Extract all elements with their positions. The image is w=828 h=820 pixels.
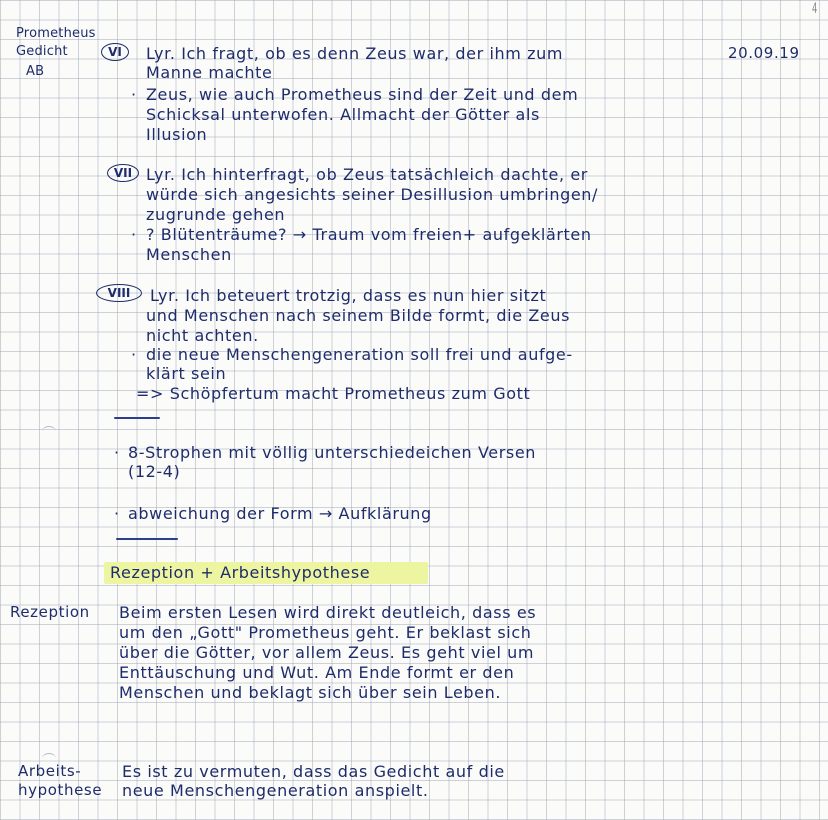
section-heading: Rezeption + Arbeitshypothese [104,562,428,584]
rezeption-line-3: über die Götter, vor allem Zeus. Es geht viel um [119,643,535,662]
stanza-7-line-2: würde sich angesichts seiner Desillusion umbringen/ [146,185,598,204]
hypothese-line-1: Es ist zu vermuten, dass das Gedicht auf die [122,762,505,781]
date-label: 20.09.19 [728,44,800,62]
margin-topic-ab: AB [26,64,45,79]
bullet-dot-icon: · [131,345,137,364]
form-note-1-line-2: (12-4) [128,462,181,481]
margin-label-hypothese: hypothese [18,781,103,799]
stanza-numeral-6: VI [101,43,129,61]
margin-topic-gedicht: Gedicht [16,44,68,59]
margin-topic-prometheus: Prometheus [16,26,96,41]
form-note-1-line-1: 8-Strophen mit völlig unterschiedeichen Versen [128,443,537,462]
bullet-dot-icon: · [131,85,137,104]
stanza-8-line-2: und Menschen nach seinem Bilde formt, die Zeus [146,306,571,325]
hypothese-line-2: neue Menschengeneration anspielt. [122,781,429,800]
form-note-2: abweichung der Form → Aufklärung [128,504,432,523]
stanza-numeral-8: VIII [96,284,142,302]
stanza-7-line-3: zugrunde gehen [146,205,286,224]
bullet-dot-icon: · [114,504,120,523]
stanza-7-line-1: Lyr. Ich hinterfragt, ob Zeus tatsächleich dachte, er [146,165,588,184]
divider-line [114,417,160,419]
bullet-dot-icon: · [131,225,137,244]
margin-label-arbeits: Arbeits- [18,762,82,780]
stanza-6-bullet-line-3: Illusion [146,125,208,144]
stanza-8-line-1: Lyr. Ich beteuert trotzig, dass es nun hier sitzt [150,286,547,305]
rezeption-line-1: Beim ersten Lesen wird direkt deutleich, dass es [119,603,537,622]
divider-line [116,538,178,540]
stanza-8-line-3: nicht achten. [146,326,259,345]
rezeption-line-4: Enttäuschung und Wut. Am Ende formt er den [119,663,515,682]
bullet-dot-icon: · [114,443,120,462]
stanza-6-bullet-line-1: Zeus, wie auch Prometheus sind der Zeit und dem [146,85,579,104]
rezeption-line-5: Menschen und beklagt sich über sein Leben. [119,683,502,702]
rezeption-line-2: um den „Gott" Prometheus geht. Er beklast sich [119,623,532,642]
stanza-7-bullet-line-2: Menschen [146,245,232,264]
margin-label-rezeption: Rezeption [10,603,90,621]
stanza-7-bullet-line-1: ? Blütenträume? → Traum vom freien+ aufgeklärten [146,225,592,244]
stanza-8-bullet-line-2: klärt sein [146,364,227,383]
page-number: 4 [812,1,818,17]
page-mark [42,426,56,437]
stanza-6-line-1: Lyr. Ich fragt, ob es denn Zeus war, der ihm zum [146,44,564,63]
stanza-6-bullet-line-2: Schicksal unterwofen. Allmacht der Götter als [146,105,540,124]
stanza-numeral-7: VII [107,164,139,182]
stanza-8-bullet-line-1: die neue Menschengeneration soll frei und aufge- [146,345,573,364]
stanza-6-line-2: Manne machte [146,63,273,82]
stanza-8-conclusion: => Schöpfertum macht Prometheus zum Gott [136,384,531,403]
